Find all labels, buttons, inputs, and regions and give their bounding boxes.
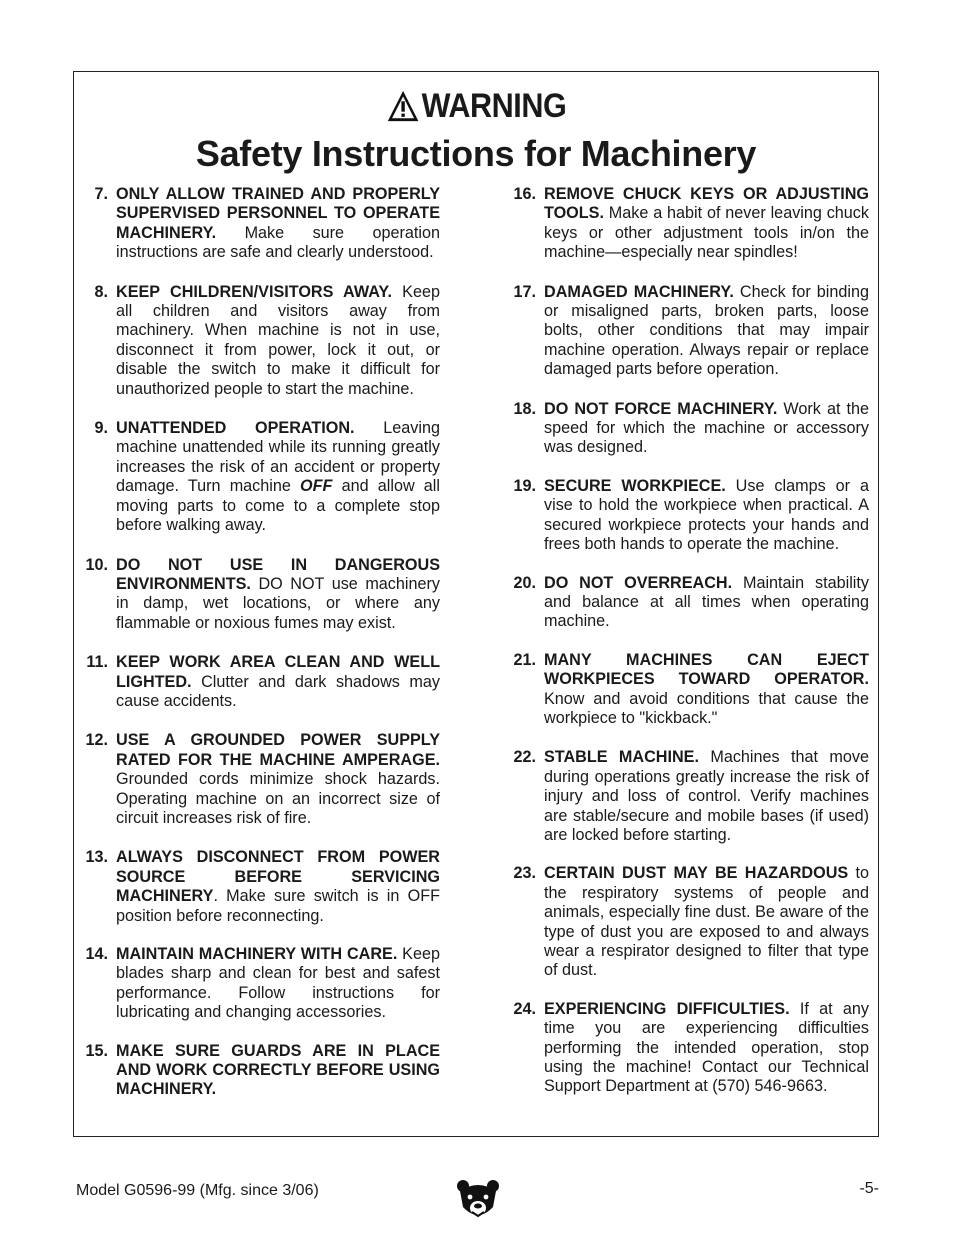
safety-item [82, 731, 440, 828]
item-number: 14. [85, 945, 108, 963]
item-number: 7. [94, 185, 108, 203]
item-text: Keep blades sharp and clean for best and safest performance. Follow instructions for lubricating and changing accessories. [116, 945, 440, 1022]
item-heading: DO NOT OVERREACH. [544, 573, 733, 592]
item-heading: MAINTAIN MACHINERY WITH CARE. [116, 945, 398, 963]
item-body [544, 400, 869, 458]
item-body [544, 477, 869, 555]
item-body [116, 1042, 440, 1100]
safety-item [510, 651, 869, 729]
item-number: 16. [513, 185, 536, 203]
item-text: Keep all children and visitors away from machinery. When machine is not in use, disconnect it from power, lock it out, or disable the switch to make it difficult for unauthorized people to start the machine. [116, 282, 440, 398]
safety-item [510, 864, 869, 980]
page-number: -5- [859, 1180, 879, 1197]
item-body [116, 185, 440, 263]
item-body [544, 1000, 869, 1097]
item-text: . Make sure switch is in OFF position before reconnecting. [116, 887, 440, 925]
item-heading: DO NOT FORCE MACHINERY. [544, 399, 778, 418]
safety-item [82, 283, 440, 399]
item-text: Machines that move during operations greatly increase the risk of injury and loss of control. Verify machines are stable/secure and mobile bases (if used) are locked before starting. [544, 748, 869, 844]
item-body [116, 731, 440, 828]
item-heading: EXPERIENCING DIFFICULTIES. [544, 999, 790, 1018]
left-column [82, 185, 440, 1120]
safety-item [510, 574, 869, 632]
item-text: to the respiratory systems of people and animals, especially fine dust. Be aware of the type of dust you are exposed to and always wear a respirator designed to filter that type of dust. [544, 864, 870, 980]
item-text: Maintain stability and balance at all times when operating machine. [544, 573, 869, 631]
item-text: Use clamps or a vise to hold the workpiece when practical. A secured workpiece protects your hands and frees both hands to operate the machine. [544, 476, 869, 554]
item-text: Clutter and dark shadows may cause accidents. [116, 672, 440, 710]
warning-box [73, 71, 879, 1137]
safety-item [82, 653, 440, 711]
item-number: 8. [94, 282, 108, 301]
header [74, 86, 878, 176]
item-heading: UNATTENDED OPERATION. [116, 419, 355, 438]
item-number: 12. [85, 731, 108, 750]
item-text: DO NOT use machinery in damp, wet locations, or where any flammable or noxious fumes may exist. [116, 574, 440, 632]
safety-item [82, 185, 440, 263]
safety-item [82, 556, 440, 634]
item-heading: SECURE WORKPIECE. [544, 476, 726, 495]
item-text: Check for binding or misaligned parts, broken parts, loose bolts, other conditions that may impair machine operation. Always repair or replace damaged parts before operation. [544, 282, 869, 379]
item-number: 10. [85, 555, 108, 574]
item-number: 19. [513, 476, 536, 495]
item-number: 21. [513, 650, 536, 669]
item-number: 18. [513, 399, 536, 418]
item-body [544, 574, 869, 632]
safety-item [82, 945, 440, 1023]
item-body [116, 283, 440, 399]
item-emphasis: OFF [300, 477, 333, 496]
safety-item [82, 419, 440, 535]
item-number: 22. [513, 748, 536, 767]
item-text: Know and avoid conditions that cause the workpiece to "kickback." [544, 689, 869, 727]
safety-item [510, 400, 869, 458]
item-number: 15. [85, 1041, 108, 1060]
safety-item [510, 283, 869, 380]
item-text: Make a habit of never leaving chuck keys or other adjustment tools in/on the machine—especially near spindles! [544, 204, 869, 262]
item-body [116, 945, 440, 1023]
item-number: 11. [86, 653, 108, 672]
warning-heading [114, 86, 838, 126]
item-body [544, 748, 869, 845]
item-heading: USE A GROUNDED POWER SUPPLY RATED FOR THE MACHINE AMPERAGE. [116, 731, 440, 769]
safety-item [82, 1042, 440, 1100]
item-text: and allow all moving parts to come to a complete stop before walking away. [116, 477, 440, 535]
item-number: 20. [513, 573, 536, 592]
safety-item [510, 1000, 869, 1097]
right-column [510, 185, 869, 1117]
item-number: 24. [513, 999, 536, 1018]
item-body [116, 653, 440, 711]
item-body [544, 283, 869, 380]
item-heading: REMOVE CHUCK KEYS OR ADJUSTING TOOLS. [544, 185, 869, 223]
item-number: 23. [513, 864, 536, 883]
item-body [116, 556, 440, 634]
item-heading: STABLE MACHINE. [544, 748, 699, 767]
footer-model: Model G0596-99 (Mfg. since 3/06) [76, 1182, 319, 1199]
page-title: Safety Instructions for Machinery [195, 133, 757, 174]
item-body [544, 651, 869, 729]
item-body [116, 848, 440, 926]
item-heading: MANY MACHINES CAN EJECT WORKPIECES TOWARD OPERATOR. [544, 650, 869, 689]
item-heading: DO NOT USE IN DANGEROUS ENVIRONMENTS. [116, 555, 440, 593]
warning-word: WARNING [421, 87, 567, 125]
item-text: Leaving machine unattended while its running greatly increases the risk of an accident or property damage. Turn machine [116, 419, 440, 496]
item-body [116, 419, 440, 535]
safety-item [510, 477, 869, 555]
item-text: Work at the speed for which the machine or accessory was designed. [544, 399, 869, 457]
item-text: If at any time you are experiencing difficulties performing the intended operation, stop using the machine! Contact our Technical Support Department at (570) 546-9663. [544, 999, 869, 1096]
safety-item [510, 185, 869, 263]
warning-triangle-icon [386, 89, 420, 123]
item-number: 13. [85, 848, 108, 867]
item-number: 17. [513, 282, 536, 301]
item-number: 9. [94, 419, 108, 438]
item-body [544, 185, 869, 263]
item-text: Make sure operation instructions are safe and clearly understood. [116, 223, 440, 262]
item-body [544, 864, 869, 980]
safety-item [510, 748, 869, 845]
item-heading: CERTAIN DUST MAY BE HAZARDOUS [544, 864, 849, 883]
item-heading: MAKE SURE GUARDS ARE IN PLACE AND WORK CORRECTLY BEFORE USING MACHINERY. [116, 1041, 440, 1099]
item-heading: ONLY ALLOW TRAINED AND PROPERLY SUPERVISED PERSONNEL TO OPERATE MACHINERY. [116, 185, 440, 242]
item-heading: KEEP WORK AREA CLEAN AND WELL LIGHTED. [116, 653, 440, 691]
item-heading: ALWAYS DISCONNECT FROM POWER SOURCE BEFORE SERVICING MACHINERY [116, 848, 440, 906]
item-heading: KEEP CHILDREN/VISITORS AWAY. [116, 282, 392, 301]
item-text: Grounded cords minimize shock hazards. Operating machine on an incorrect size of circuit increases risk of fire. [116, 770, 440, 827]
safety-item [82, 848, 440, 926]
item-heading: DAMAGED MACHINERY. [544, 282, 734, 301]
bear-logo-icon [455, 1177, 501, 1223]
